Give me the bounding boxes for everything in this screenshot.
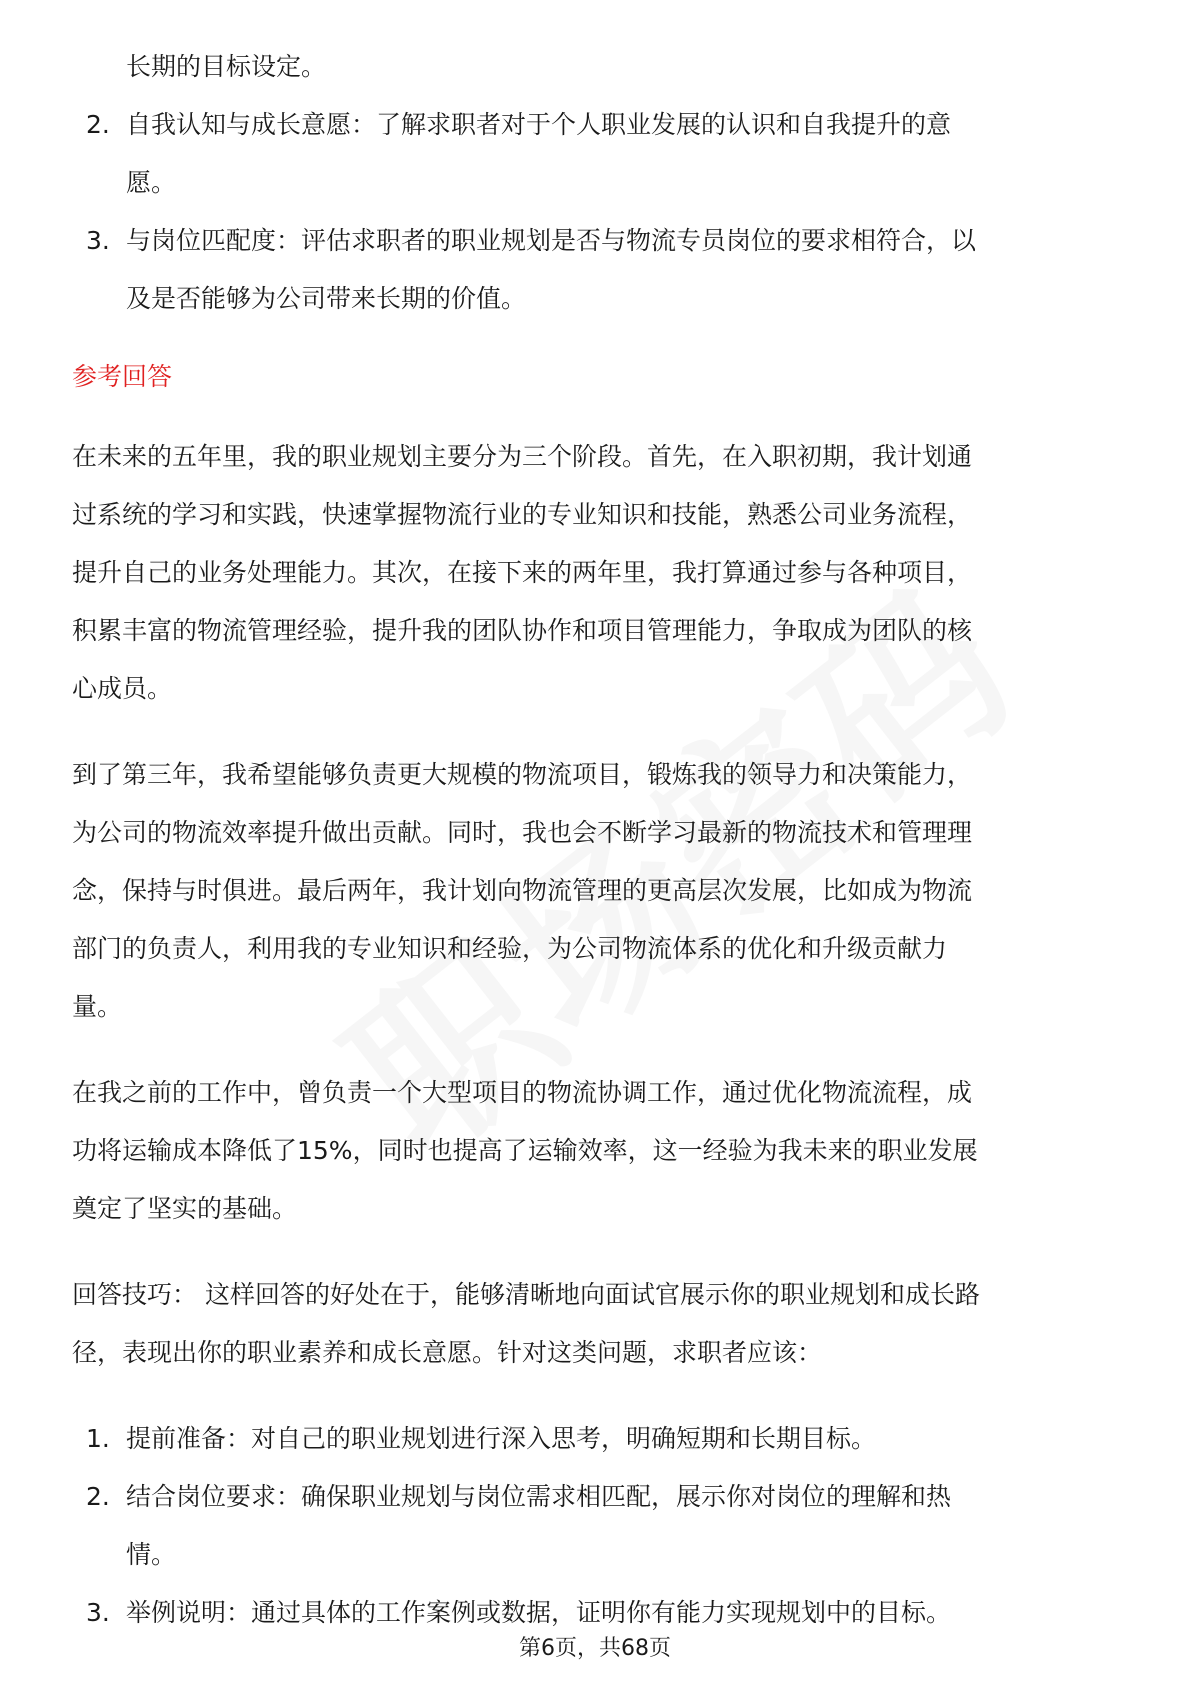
list-item	[72, 1468, 1120, 1584]
paragraph-line: 量。	[72, 992, 123, 1021]
list-line: 与岗位匹配度：评估求职者的职业规划是否与物流专员岗位的要求相符合，以	[126, 226, 977, 255]
list-number: 1.	[86, 1424, 110, 1453]
paragraph-line: 过系统的学习和实践，快速掌握物流行业的专业知识和技能，熟悉公司业务流程，	[72, 500, 973, 529]
list-line: 自我认知与成长意愿：了解求职者对于个人职业发展的认识和自我提升的意	[126, 110, 952, 139]
list-line: 情。	[126, 1540, 177, 1569]
paragraph-line: 念，保持与时俱进。最后两年，我计划向物流管理的更高层次发展，比如成为物流	[72, 876, 973, 905]
list-item	[72, 212, 1120, 328]
document-content	[72, 38, 1120, 1642]
list-number: 3.	[86, 226, 110, 255]
paragraph	[72, 428, 1120, 718]
list-continuation: 长期的目标设定。	[126, 52, 327, 81]
paragraph-line: 积累丰富的物流管理经验，提升我的团队协作和项目管理能力，争取成为团队的核	[72, 616, 973, 645]
paragraph-line: 在我之前的工作中，曾负责一个大型项目的物流协调工作，通过优化物流流程，成	[72, 1078, 973, 1107]
paragraph-line: 到了第三年，我希望能够负责更大规模的物流项目，锻炼我的领导力和决策能力，	[72, 760, 973, 789]
paragraph	[72, 746, 1120, 1036]
paragraph-line: 在未来的五年里，我的职业规划主要分为三个阶段。首先，在入职初期，我计划通	[72, 442, 973, 471]
paragraph-line: 奠定了坚实的基础。	[72, 1194, 298, 1223]
paragraph-line: 径，表现出你的职业素养和成长意愿。针对这类问题，求职者应该：	[72, 1338, 823, 1367]
section-heading: 参考回答	[72, 362, 173, 391]
list-number: 3.	[86, 1598, 110, 1627]
list-number: 2.	[86, 1482, 110, 1511]
paragraph-line: 提升自己的业务处理能力。其次，在接下来的两年里，我打算通过参与各种项目，	[72, 558, 973, 587]
evaluation-list	[72, 96, 1120, 328]
paragraph-line: 为公司的物流效率提升做出贡献。同时，我也会不断学习最新的物流技术和管理理	[72, 818, 973, 847]
tips-list	[72, 1410, 1120, 1642]
paragraph	[72, 1266, 1120, 1382]
paragraph-line: 功将运输成本降低了15%，同时也提高了运输效率，这一经验为我未来的职业发展	[72, 1136, 978, 1165]
paragraph-line: 部门的负责人，利用我的专业知识和经验，为公司物流体系的优化和升级贡献力	[72, 934, 948, 963]
list-line: 提前准备：对自己的职业规划进行深入思考，明确短期和长期目标。	[126, 1424, 877, 1453]
paragraph-line: 心成员。	[72, 674, 173, 703]
list-line: 结合岗位要求：确保职业规划与岗位需求相匹配，展示你对岗位的理解和热	[126, 1482, 952, 1511]
page-footer: 第6页，共68页	[519, 1636, 671, 1661]
list-line: 举例说明：通过具体的工作案例或数据，证明你有能力实现规划中的目标。	[126, 1598, 952, 1627]
paragraph	[72, 1064, 1120, 1238]
list-line: 及是否能够为公司带来长期的价值。	[126, 284, 527, 313]
list-item	[72, 96, 1120, 212]
paragraph-line: 回答技巧： 这样回答的好处在于，能够清晰地向面试官展示你的职业规划和成长路	[72, 1280, 980, 1309]
list-item	[72, 1410, 1120, 1468]
list-line: 愿。	[126, 168, 177, 197]
list-number: 2.	[86, 110, 110, 139]
